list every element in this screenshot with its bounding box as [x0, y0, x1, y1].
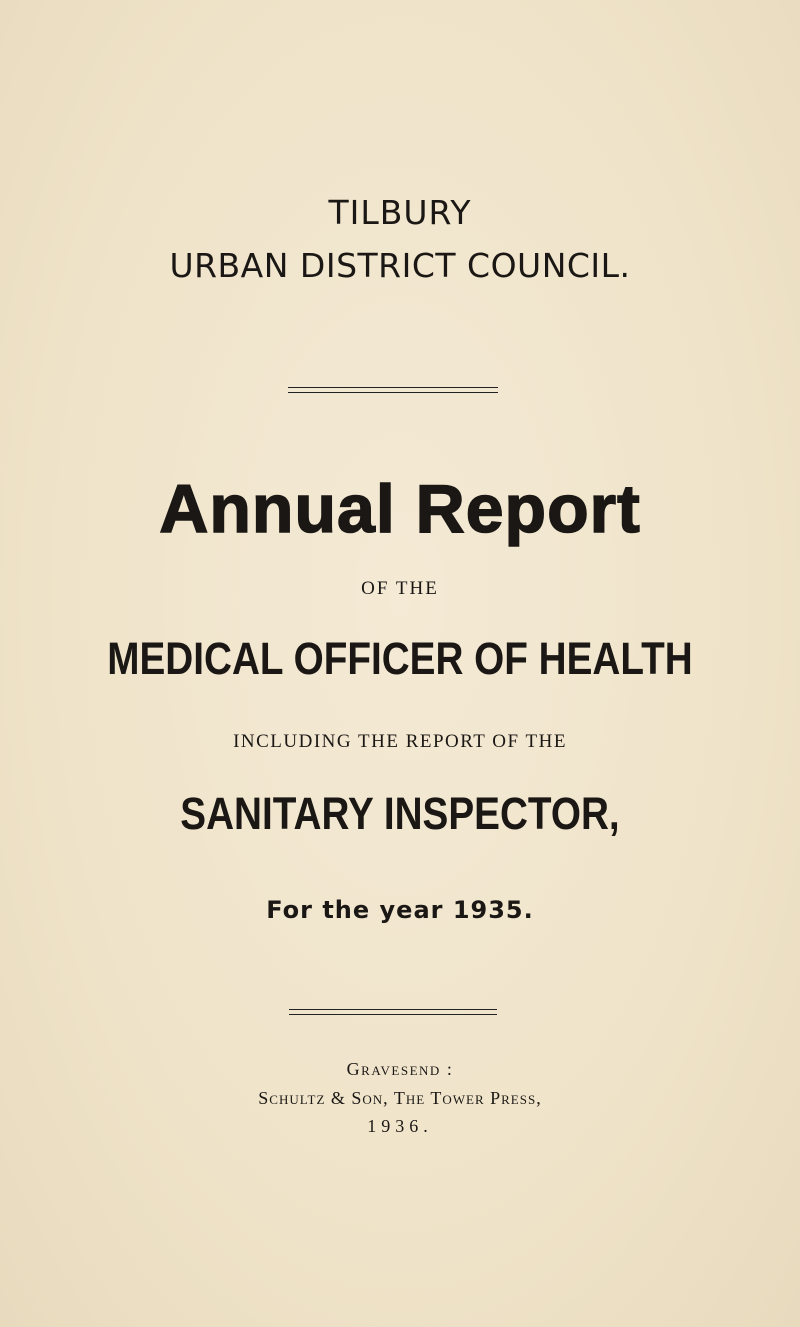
of-the-label: OF THE [361, 578, 439, 599]
council-name: URBAN DISTRICT COUNCIL. [169, 246, 631, 285]
report-year: For the year 1935. [266, 896, 534, 924]
inspector-title: SANITARY INSPECTOR, [180, 788, 620, 839]
imprint-place: Gravesend : [346, 1059, 454, 1079]
double-rule-bottom [289, 1009, 497, 1010]
double-rule-bottom-second [289, 1014, 497, 1015]
imprint-date: 1936. [367, 1116, 433, 1136]
double-rule-top-second [288, 392, 498, 393]
officer-title: MEDICAL OFFICER OF HEALTH [107, 633, 693, 684]
report-title: Annual Report [159, 471, 641, 547]
including-label: INCLUDING THE REPORT OF THE [233, 731, 567, 752]
imprint-printer: Schultz & Son, The Tower Press, [258, 1088, 542, 1108]
town-name: TILBURY [328, 193, 472, 232]
double-rule-top [288, 387, 498, 388]
